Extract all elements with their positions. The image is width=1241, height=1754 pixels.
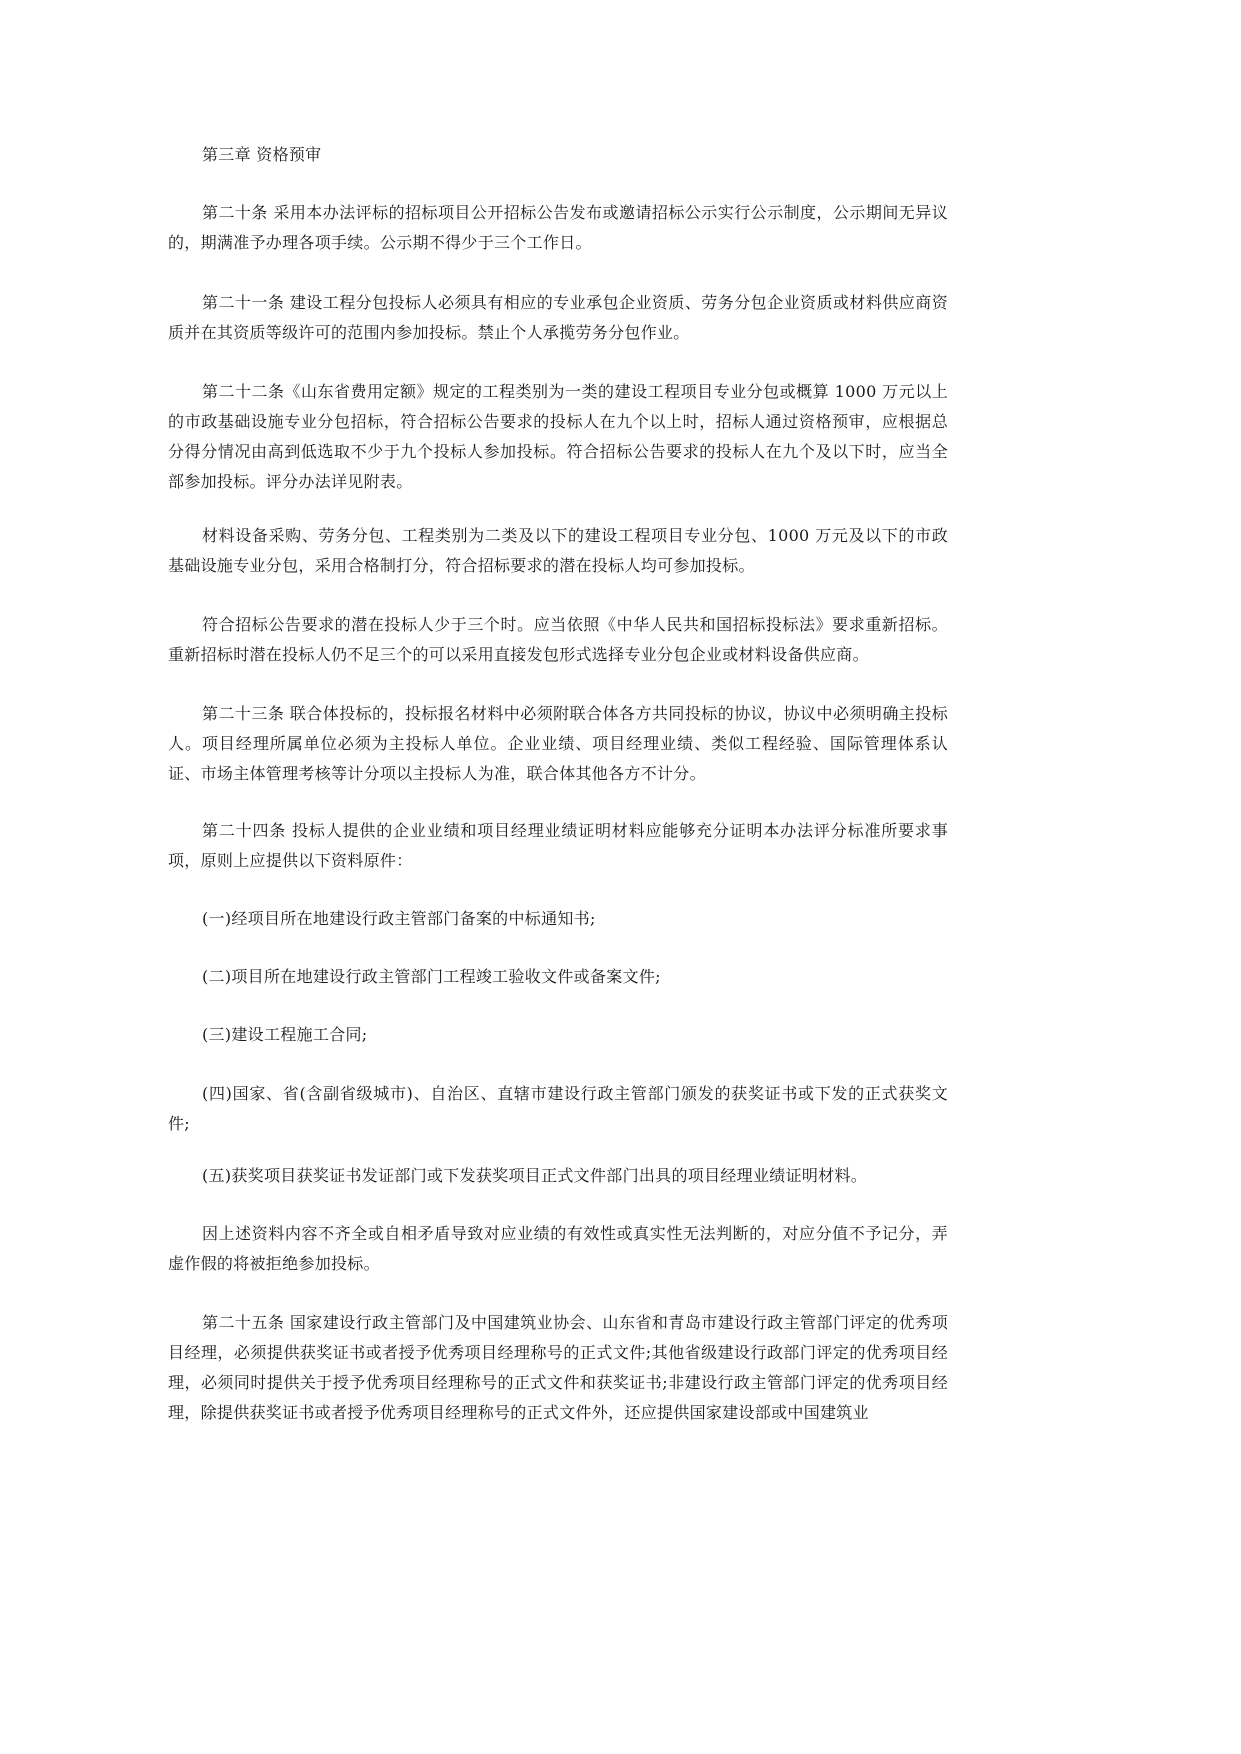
paragraph-invalid-materials: 因上述资料内容不齐全或自相矛盾导致对应业绩的有效性或真实性无法判断的，对应分值不予记分，弄虚作假的将被拒绝参加投标。 <box>168 1224 948 1273</box>
list-item-2: (二)项目所在地建设行政主管部门工程竣工验收文件或备案文件; <box>202 967 661 986</box>
list-item-4: (四)国家、省(含副省级城市)、自治区、直辖市建设行政主管部门颁发的获奖证书或下发的正式获奖文件; <box>168 1084 948 1133</box>
list-item-3: (三)建设工程施工合同; <box>202 1025 368 1044</box>
article-25: 第二十五条 国家建设行政主管部门及中国建筑业协会、山东省和青岛市建设行政主管部门评定的优秀项目经理，必须提供获奖证书或者授予优秀项目经理称号的正式文件;其他省级建设行政部门评定的优秀项目经理，必须同时提供关于授予优秀项目经理称号的正式文件和获奖证书;非建设行政主管部门评定的优秀项目经理，除提供获奖证书或者授予优秀项目经理称号的正式文件外，还应提供国家建设部或中国建筑业 <box>168 1313 948 1422</box>
article-23: 第二十三条 联合体投标的，投标报名材料中必须附联合体各方共同投标的协议，协议中必须明确主投标人。项目经理所属单位必须为主投标人单位。企业业绩、项目经理业绩、类似工程经验、国际管理体系认证、市场主体管理考核等计分项以主投标人为准，联合体其他各方不计分。 <box>168 704 948 783</box>
list-item-1: (一)经项目所在地建设行政主管部门备案的中标通知书; <box>202 909 596 928</box>
paragraph-materials-procurement: 材料设备采购、劳务分包、工程类别为二类及以下的建设工程项目专业分包、1000 万元及以下的市政基础设施专业分包，采用合格制打分，符合招标要求的潜在投标人均可参加投标。 <box>168 526 948 575</box>
chapter-heading: 第三章 资格预审 <box>202 145 322 164</box>
list-item-5: (五)获奖项目获奖证书发证部门或下发获奖项目正式文件部门出具的项目经理业绩证明材料。 <box>202 1166 868 1185</box>
article-22: 第二十二条《山东省费用定额》规定的工程类别为一类的建设工程项目专业分包或概算 1000 万元以上的市政基础设施专业分包招标，符合招标公告要求的投标人在九个以上时，招标人通过资格预审，应根据总分得分情况由高到低选取不少于九个投标人参加投标。符合招标公告要求的投标人在九个及以下时，应当全部参加投标。评分办法详见附表。 <box>168 382 948 491</box>
article-20: 第二十条 采用本办法评标的招标项目公开招标公告发布或邀请招标公示实行公示制度，公示期间无异议的，期满准予办理各项手续。公示期不得少于三个工作日。 <box>168 203 948 252</box>
paragraph-rebid: 符合招标公告要求的潜在投标人少于三个时。应当依照《中华人民共和国招标投标法》要求重新招标。重新招标时潜在投标人仍不足三个的可以采用直接发包形式选择专业分包企业或材料设备供应商。 <box>168 615 948 664</box>
article-21: 第二十一条 建设工程分包投标人必须具有相应的专业承包企业资质、劳务分包企业资质或材料供应商资质并在其资质等级许可的范围内参加投标。禁止个人承揽劳务分包作业。 <box>168 293 948 342</box>
article-24: 第二十四条 投标人提供的企业业绩和项目经理业绩证明材料应能够充分证明本办法评分标准所要求事项，原则上应提供以下资料原件： <box>168 821 948 870</box>
